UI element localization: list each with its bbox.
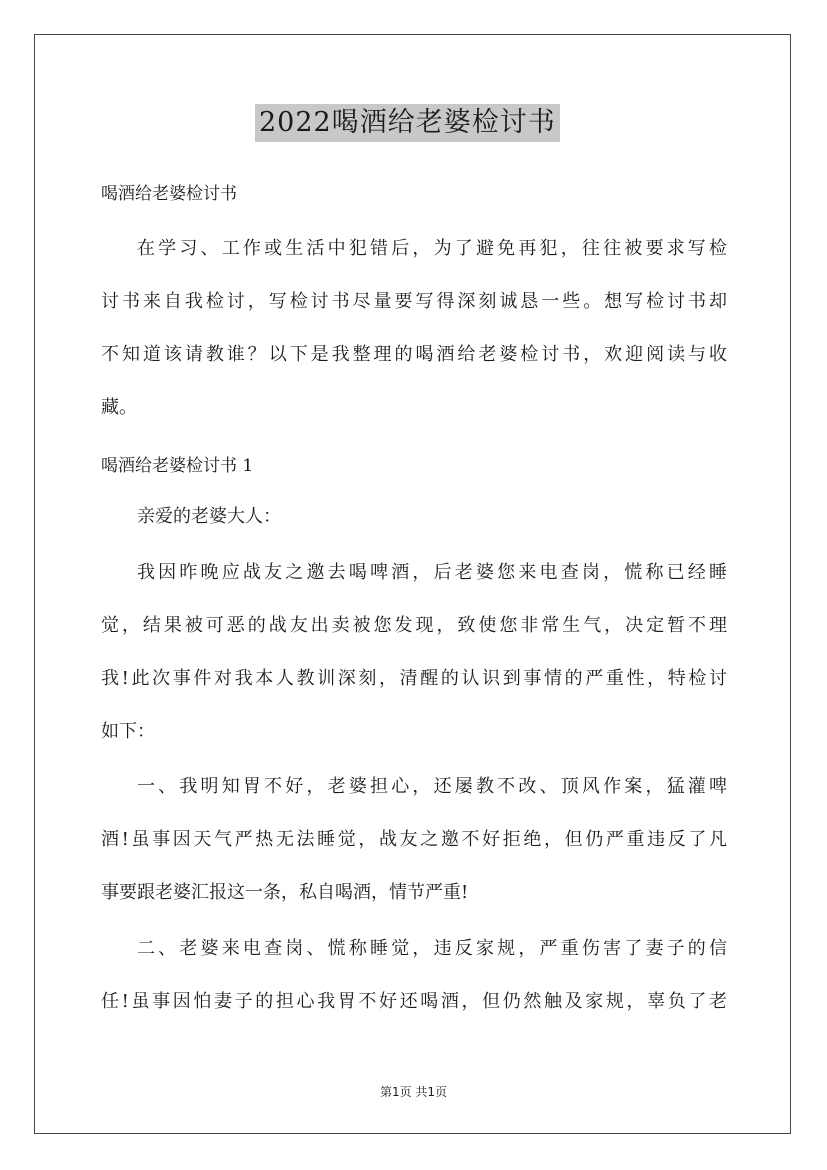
section-heading-main: 喝酒给老婆检讨书	[101, 184, 237, 204]
text-line: 我因昨晚应战友之邀去喝啤酒，后老婆您来电查岗，慌称已经睡	[137, 562, 727, 583]
text-line: 亲爱的老婆大人：	[137, 506, 281, 527]
text-line: 任!虽事因怕妻子的担心我胃不好还喝酒，但仍然触及家规，辜负了老	[101, 991, 727, 1012]
text-line: 酒!虽事因天气严热无法睡觉，战友之邀不好拒绝，但仍严重违反了凡	[101, 829, 727, 850]
text-line: 讨书来自我检讨，写检讨书尽量要写得深刻诚恳一些。想写检讨书却	[101, 291, 727, 312]
document-title: 2022喝酒给老婆检讨书	[255, 104, 560, 142]
salutation	[101, 490, 727, 543]
intro-paragraph	[101, 222, 727, 434]
section-heading-1: 喝酒给老婆检讨书 1	[101, 456, 254, 476]
text-line: 不知道该请教谁？以下是我整理的喝酒给老婆检讨书，欢迎阅读与收	[101, 344, 727, 365]
text-line: 一、我明知胃不好，老婆担心，还屡教不改、顶风作案，猛灌啤	[137, 776, 727, 797]
text-line: 事要跟老婆汇报这一条，私自喝酒，情节严重!	[101, 882, 469, 903]
text-line: 二、老婆来电查岗、慌称睡觉，违反家规，严重伤害了妻子的信	[137, 938, 727, 959]
paragraph-3	[101, 922, 727, 1028]
text-line: 藏。	[101, 397, 137, 418]
text-line: 我!此次事件对我本人教训深刻，清醒的认识到事情的严重性，特检讨	[101, 668, 727, 689]
page-number-footer: 第1页 共1页	[379, 1085, 448, 1099]
text-line: 觉，结果被可恶的战友出卖被您发现，致使您非常生气，决定暂不理	[101, 615, 727, 636]
paragraph-2	[101, 760, 727, 919]
paragraph-1	[101, 546, 727, 758]
text-line: 如下：	[101, 721, 155, 742]
text-line: 在学习、工作或生活中犯错后，为了避免再犯，往往被要求写检	[137, 238, 727, 259]
